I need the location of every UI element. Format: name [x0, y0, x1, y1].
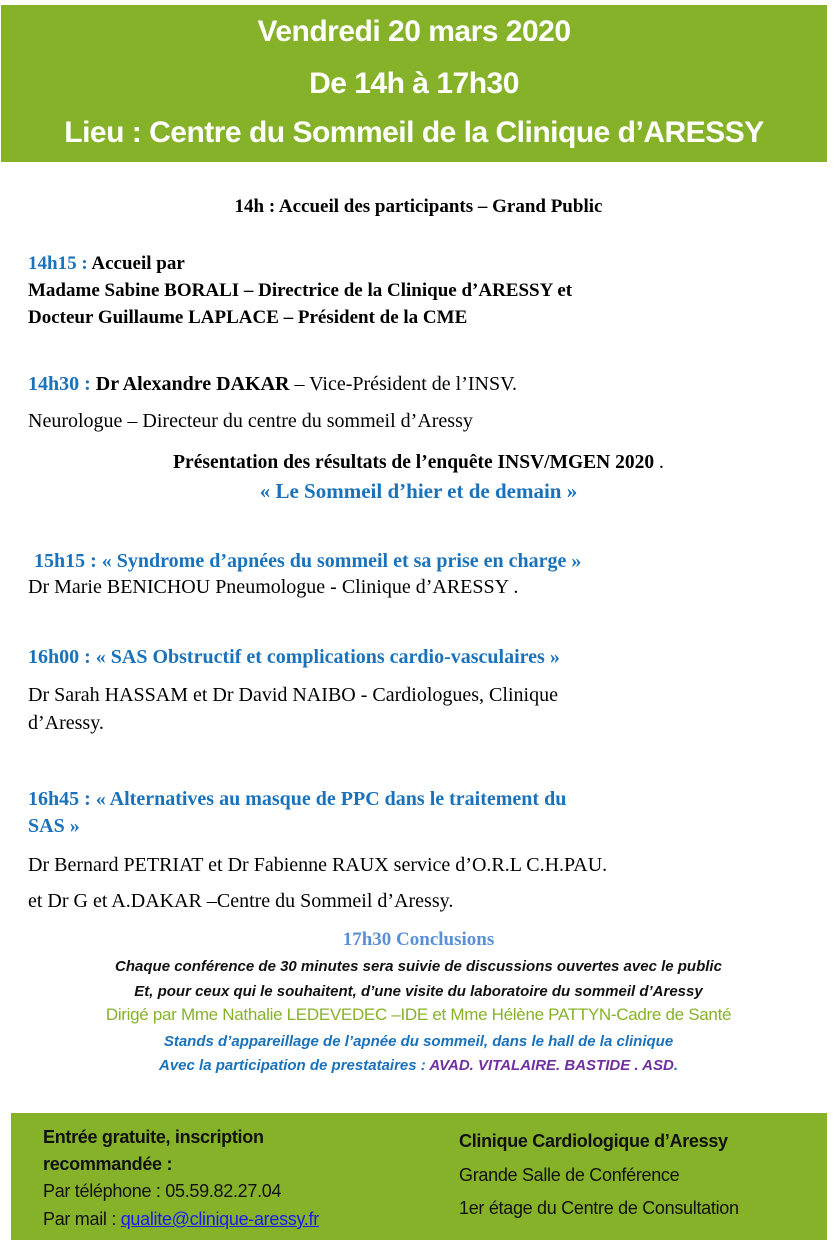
speaker-dakar-role: – Vice-Président de l’INSV. — [289, 373, 517, 395]
presentation-title: Présentation des résultats de l’enquête INSV/MGEN 2020 — [173, 452, 655, 473]
notes-line2: Et, pour ceux qui le souhaitent, d’une visite du laboratoire du sommeil d’Aressy — [134, 983, 703, 1000]
time-1430: 14h30 : — [28, 373, 91, 395]
footer-registration-title-line2: recommandée : — [43, 1154, 173, 1174]
event-date: Vendredi 20 mars 2020 — [257, 15, 571, 48]
item-1430-line2: Neurologue – Directeur du centre du sommeil d’Aressy — [28, 410, 473, 432]
item-1515-heading: 15h15 : « Syndrome d’apnées du sommeil et sa prise en charge » — [34, 550, 582, 572]
program-item-1430-heading — [28, 373, 517, 396]
footer-clinic-name: Clinique Cardiologique d’Aressy — [459, 1131, 728, 1151]
item-1415-line2: Madame Sabine BORALI – Directrice de la Clinique d’ARESSY et — [28, 280, 573, 301]
item-1430-presentation: Présentation des résultats de l’enquête INSV/MGEN 2020 . — [173, 452, 664, 473]
participation-label: Avec la participation de prestataires : — [159, 1057, 430, 1074]
footer-mail — [43, 1209, 319, 1230]
item-1645-heading-line1: 16h45 : « Alternatives au masque de PPC dans le traitement du — [28, 788, 567, 810]
item-1600-speaker-line1: Dr Sarah HASSAM et Dr David NAIBO - Cardiologues, Clinique — [28, 684, 558, 706]
event-hours: De 14h à 17h30 — [309, 67, 519, 100]
notes-line1: Chaque conférence de 30 minutes sera suivie de discussions ouvertes avec le public — [115, 958, 722, 975]
item-1415-title: Accueil par — [87, 253, 185, 274]
time-1415: 14h15 : — [28, 253, 88, 274]
footer-floor: 1er étage du Centre de Consultation — [459, 1198, 739, 1218]
footer-phone: Par téléphone : 05.59.82.27.04 — [43, 1181, 282, 1201]
event-venue: Lieu : Centre du Sommeil de la Clinique d’ARESSY — [64, 116, 764, 149]
item-1430-subtitle: « Le Sommeil d’hier et de demain » — [259, 479, 578, 503]
item-1415-line3: Docteur Guillaume LAPLACE – Président de la CME — [28, 307, 468, 328]
notes-participation: Avec la participation de prestataires : AVAD. VITALAIRE. BASTIDE . ASD. — [159, 1057, 678, 1074]
item-1515-speaker: Dr Marie BENICHOU Pneumologue - Clinique d’ARESSY . — [28, 576, 519, 598]
item-1645-heading-line2: SAS » — [28, 815, 80, 837]
welcome-line: 14h : Accueil des participants – Grand Public — [234, 196, 603, 217]
notes-directed-by: Dirigé par Mme Nathalie LEDEVEDEC –IDE et Mme Hélène PATTYN-Cadre de Santé — [105, 1005, 732, 1024]
item-1645-speaker-line2: et Dr G et A.DAKAR –Centre du Sommeil d’Aressy. — [28, 890, 454, 912]
footer-registration-title-line1: Entrée gratuite, inscription — [43, 1127, 264, 1147]
item-1645-speaker-line1: Dr Bernard PETRIAT et Dr Fabienne RAUX service d’O.R.L C.H.PAU. — [28, 854, 608, 876]
item-1600-speaker-line2: d’Aressy. — [28, 712, 104, 734]
speaker-dakar: Dr Alexandre DAKAR — [90, 373, 290, 395]
footer-mail-label: Par mail : — [43, 1209, 121, 1229]
notes-stands: Stands d’appareillage de l’apnée du sommeil, dans le hall de la clinique — [163, 1033, 674, 1050]
footer-banner — [11, 1113, 827, 1240]
item-1600-heading: 16h00 : « SAS Obstructif et complications cardio-vasculaires » — [28, 646, 560, 668]
participation-sponsors: AVAD. VITALAIRE. BASTIDE . ASD — [429, 1057, 674, 1074]
footer-room: Grande Salle de Conférence — [459, 1165, 680, 1185]
email-link[interactable]: qualite@clinique-aressy.fr — [120, 1209, 319, 1229]
header-banner — [1, 5, 827, 162]
conclusion-line: 17h30 Conclusions — [342, 929, 495, 950]
program-item-1415-heading — [28, 253, 185, 275]
